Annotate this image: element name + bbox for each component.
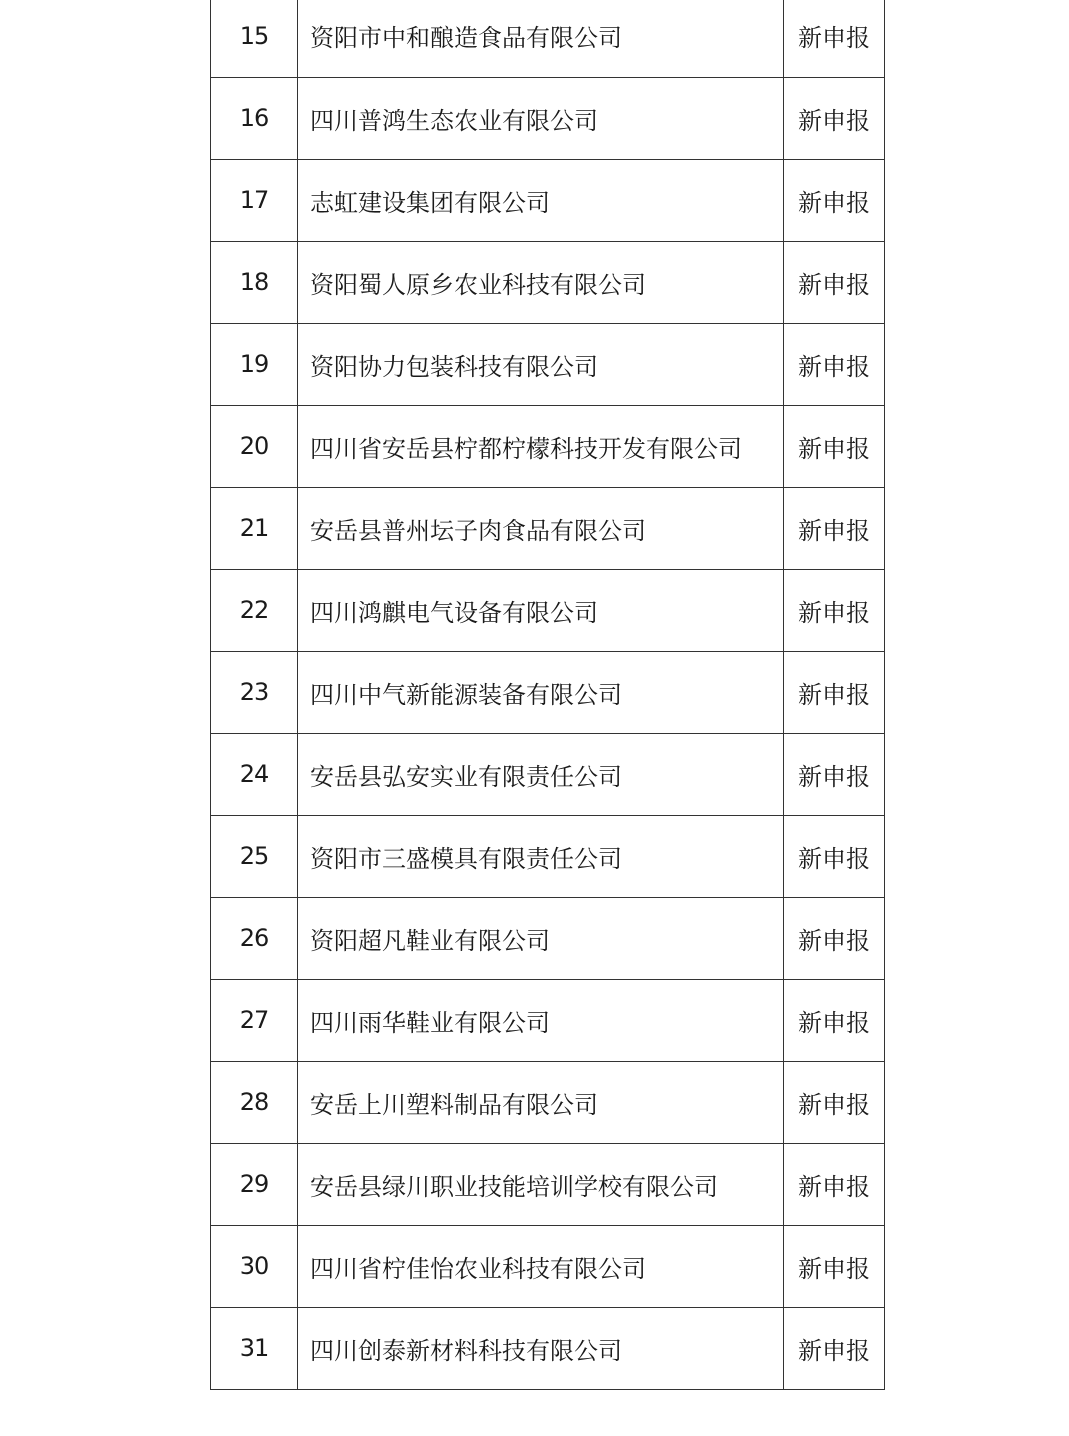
table-row xyxy=(211,979,885,1061)
table-row xyxy=(211,651,885,733)
application-status: 新申报 xyxy=(784,487,885,569)
row-number: 22 xyxy=(211,569,298,651)
company-name: 四川雨华鞋业有限公司 xyxy=(298,979,784,1061)
row-number: 17 xyxy=(211,159,298,241)
row-number: 28 xyxy=(211,1061,298,1143)
row-number: 21 xyxy=(211,487,298,569)
application-status: 新申报 xyxy=(784,1307,885,1389)
table-row xyxy=(211,815,885,897)
company-name: 四川中气新能源装备有限公司 xyxy=(298,651,784,733)
company-name: 四川省安岳县柠都柠檬科技开发有限公司 xyxy=(298,405,784,487)
application-status: 新申报 xyxy=(784,979,885,1061)
table-row xyxy=(211,487,885,569)
row-number: 29 xyxy=(211,1143,298,1225)
company-name: 志虹建设集团有限公司 xyxy=(298,159,784,241)
application-status: 新申报 xyxy=(784,1061,885,1143)
table-row xyxy=(211,241,885,323)
company-name: 资阳蜀人原乡农业科技有限公司 xyxy=(298,241,784,323)
company-name: 安岳县普州坛子肉食品有限公司 xyxy=(298,487,784,569)
company-name: 四川鸿麒电气设备有限公司 xyxy=(298,569,784,651)
company-name: 资阳市中和酿造食品有限公司 xyxy=(298,0,784,77)
row-number: 27 xyxy=(211,979,298,1061)
table-row xyxy=(211,159,885,241)
company-name: 资阳超凡鞋业有限公司 xyxy=(298,897,784,979)
table-row xyxy=(211,1307,885,1389)
application-status: 新申报 xyxy=(784,0,885,77)
company-name: 安岳县绿川职业技能培训学校有限公司 xyxy=(298,1143,784,1225)
table-row xyxy=(211,1225,885,1307)
company-name: 四川普鸿生态农业有限公司 xyxy=(298,77,784,159)
row-number: 20 xyxy=(211,405,298,487)
application-status: 新申报 xyxy=(784,651,885,733)
company-name: 四川省柠佳怡农业科技有限公司 xyxy=(298,1225,784,1307)
table-row xyxy=(211,897,885,979)
company-name: 资阳市三盛模具有限责任公司 xyxy=(298,815,784,897)
company-list-table xyxy=(210,0,885,1390)
application-status: 新申报 xyxy=(784,77,885,159)
table-row xyxy=(211,323,885,405)
company-name: 资阳协力包装科技有限公司 xyxy=(298,323,784,405)
row-number: 18 xyxy=(211,241,298,323)
row-number: 26 xyxy=(211,897,298,979)
row-number: 16 xyxy=(211,77,298,159)
application-status: 新申报 xyxy=(784,323,885,405)
table-row xyxy=(211,77,885,159)
table-row xyxy=(211,1061,885,1143)
application-status: 新申报 xyxy=(784,569,885,651)
application-status: 新申报 xyxy=(784,159,885,241)
application-status: 新申报 xyxy=(784,733,885,815)
application-status: 新申报 xyxy=(784,405,885,487)
row-number: 31 xyxy=(211,1307,298,1389)
application-status: 新申报 xyxy=(784,1143,885,1225)
table-row xyxy=(211,569,885,651)
row-number: 25 xyxy=(211,815,298,897)
application-status: 新申报 xyxy=(784,1225,885,1307)
application-status: 新申报 xyxy=(784,815,885,897)
row-number: 24 xyxy=(211,733,298,815)
company-name: 安岳县弘安实业有限责任公司 xyxy=(298,733,784,815)
row-number: 30 xyxy=(211,1225,298,1307)
company-name: 安岳上川塑料制品有限公司 xyxy=(298,1061,784,1143)
table-row xyxy=(211,405,885,487)
table-row xyxy=(211,1143,885,1225)
company-name: 四川创泰新材料科技有限公司 xyxy=(298,1307,784,1389)
table-row xyxy=(211,733,885,815)
application-status: 新申报 xyxy=(784,897,885,979)
application-status: 新申报 xyxy=(784,241,885,323)
row-number: 15 xyxy=(211,0,298,77)
row-number: 23 xyxy=(211,651,298,733)
table-row xyxy=(211,0,885,77)
row-number: 19 xyxy=(211,323,298,405)
